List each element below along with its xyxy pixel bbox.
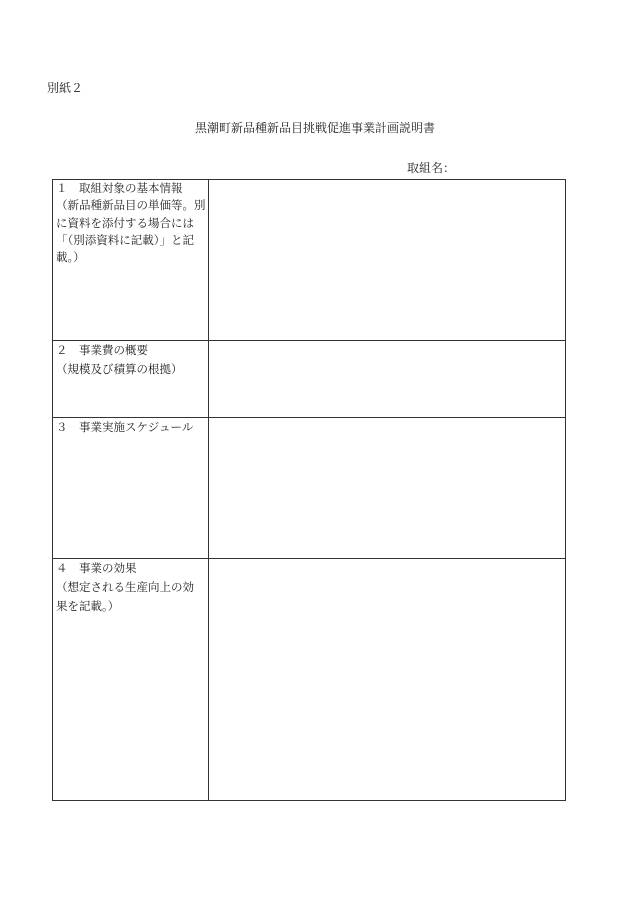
- section-note-line: （想定される生産向上の効: [56, 582, 194, 594]
- section-note-line: 果を記載。）: [56, 601, 120, 613]
- section-input-cell-schedule: [209, 418, 565, 558]
- section-row-basic-info: [53, 180, 565, 341]
- section-heading: ４ 事業の効果: [56, 563, 137, 575]
- section-input-cell-effects: [209, 559, 565, 800]
- attachment-label: 別紙２: [47, 81, 84, 95]
- section-note-line: （新品種新品目の単価等。別: [56, 200, 206, 213]
- section-note-line: 載。）: [56, 252, 85, 265]
- section-input-cell-basic-info: [209, 180, 565, 340]
- plan-table: [52, 179, 566, 801]
- section-input-cell-cost-overview: [209, 341, 565, 417]
- section-heading: １ 取組対象の基本情報: [56, 183, 183, 195]
- section-row-schedule: [53, 418, 565, 559]
- section-heading: ２ 事業費の概要: [56, 345, 148, 357]
- section-note-line: （規模及び積算の根拠）: [56, 364, 183, 376]
- section-label-cell: [53, 418, 209, 558]
- section-row-cost-overview: [53, 341, 565, 418]
- section-label-cell: [53, 559, 209, 800]
- section-note-line: に資料を添付する場合には: [56, 217, 194, 230]
- section-note-line: 「（別添資料に記載）」と記: [56, 234, 194, 247]
- document-title: 黒潮町新品種新品目挑戦促進事業計画説明書: [194, 121, 435, 135]
- section-label-cell: [53, 180, 209, 340]
- section-row-effects: [53, 559, 565, 800]
- section-label-cell: [53, 341, 209, 417]
- applicant-name-label: 取組名：: [407, 161, 456, 175]
- section-heading: ３ 事業実施スケジュール: [56, 422, 194, 434]
